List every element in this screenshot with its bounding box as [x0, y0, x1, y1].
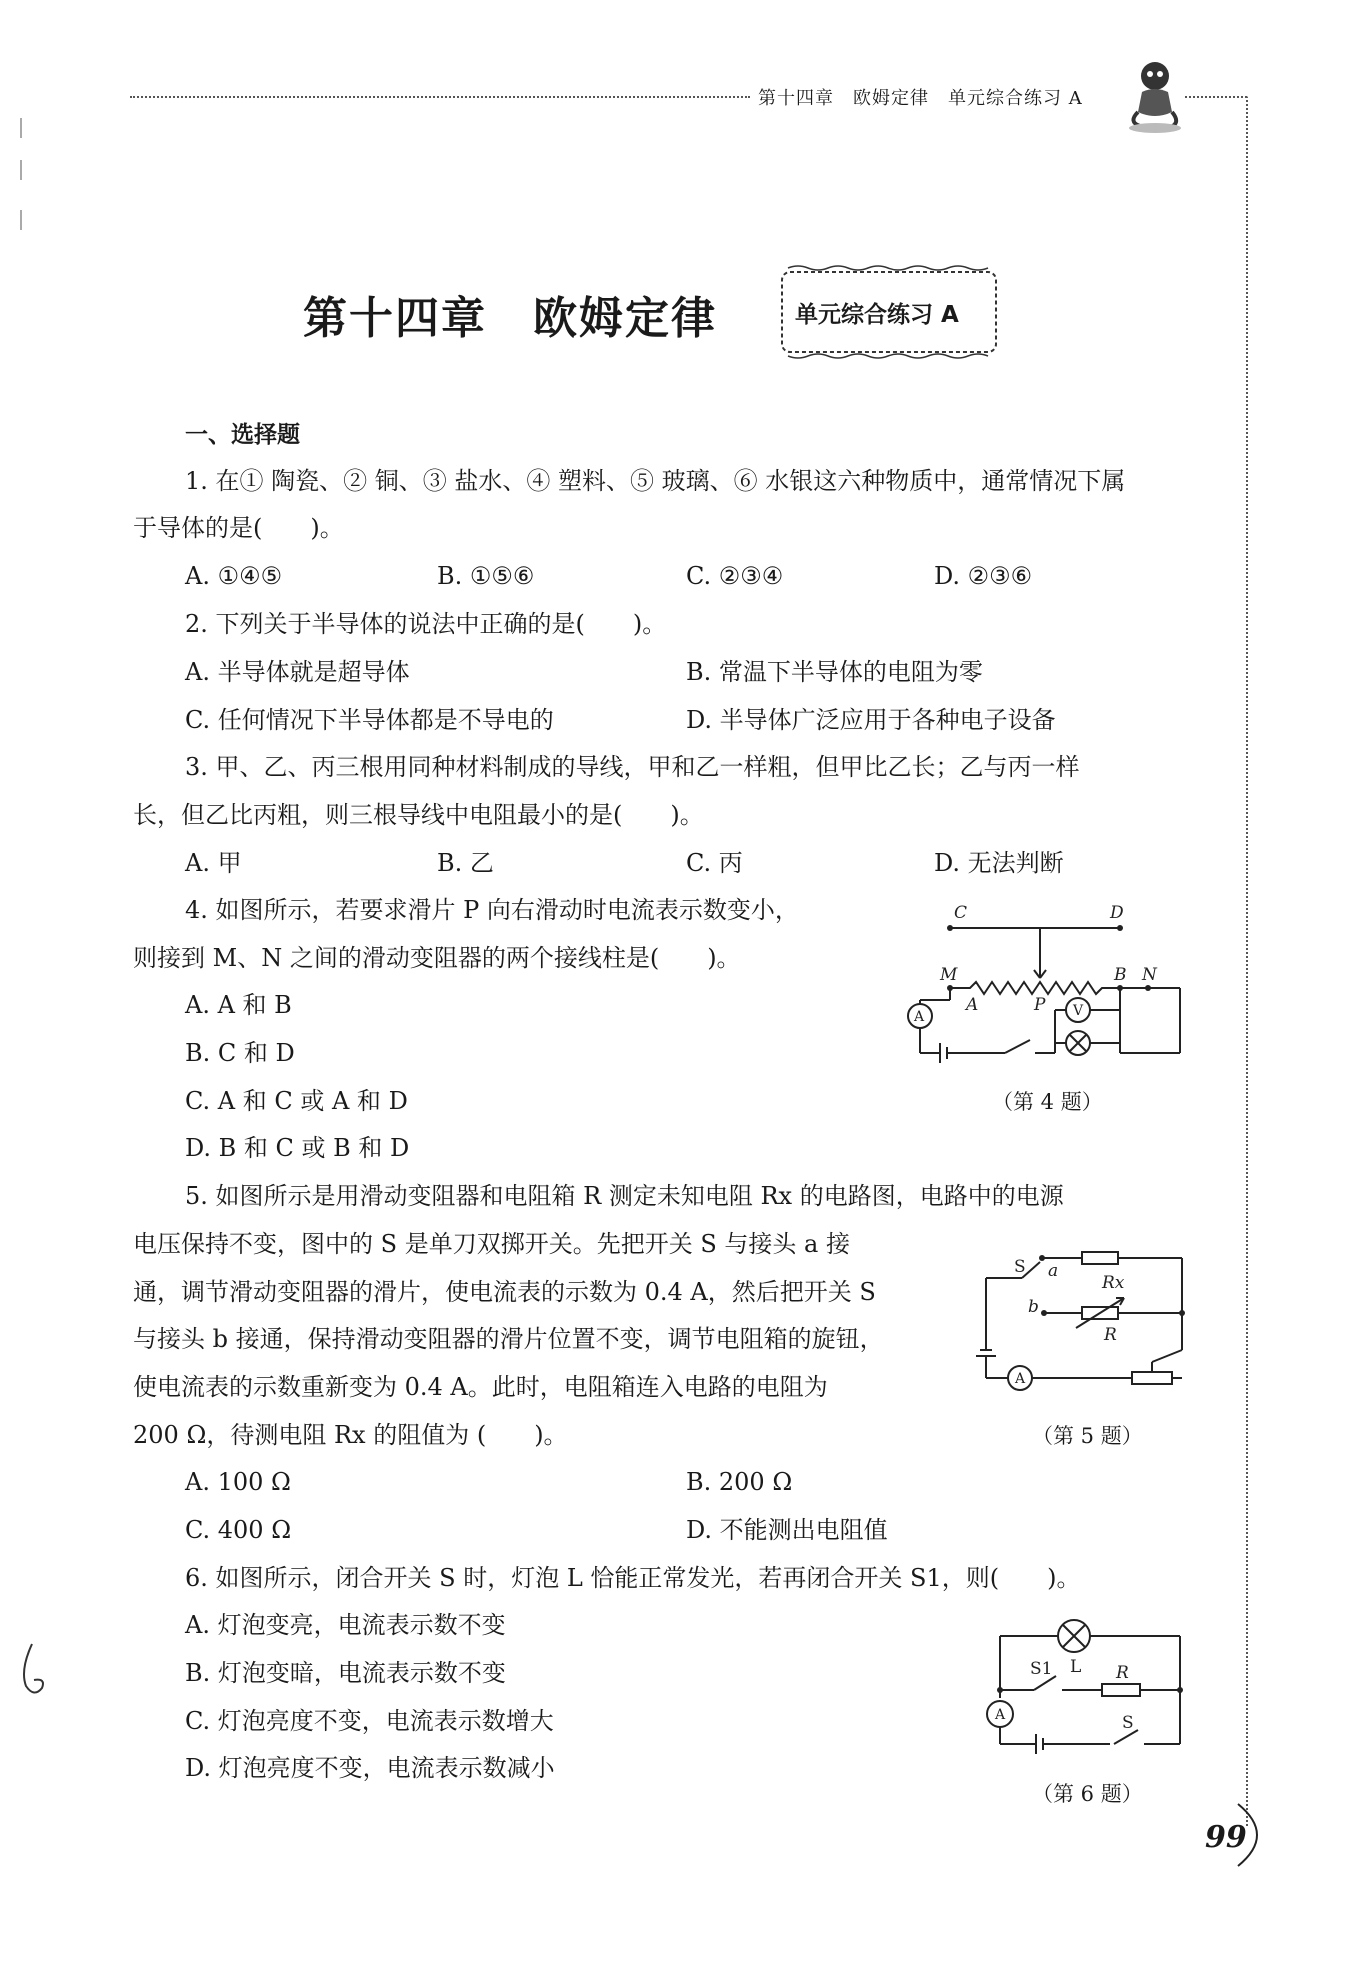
fig6-label-l: L	[1070, 1657, 1082, 1677]
figure-6-circuit	[976, 1616, 1196, 1766]
q5-option-c: C. 400 Ω	[185, 1516, 292, 1544]
q1-option-b: B. ①⑤⑥	[437, 562, 535, 590]
q2-option-b: B. 常温下半导体的电阻为零	[686, 658, 983, 686]
fig5-ammeter-label: A	[1015, 1371, 1026, 1387]
q2-option-a: A. 半导体就是超导体	[185, 658, 410, 686]
q3-option-b: B. 乙	[437, 849, 494, 877]
q3-stem-line2: 长，但乙比丙粗，则三根导线中电阻最小的是( )。	[133, 801, 704, 829]
fig5-label-rx: Rx	[1102, 1273, 1125, 1293]
q2-option-d: D. 半导体广泛应用于各种电子设备	[686, 706, 1056, 734]
unit-label: 单元综合练习 A	[795, 302, 959, 328]
fig4-label-c: C	[954, 903, 968, 923]
margin-tick	[20, 210, 22, 230]
figure-4-circuit	[890, 898, 1200, 1070]
fig4-label-a: A	[966, 995, 979, 1015]
figure-4-caption: （第 4 题）	[992, 1090, 1103, 1114]
q4-stem-line2: 则接到 M、N 之间的滑动变阻器的两个接线柱是( )。	[133, 944, 741, 972]
q6-option-b: B. 灯泡变暗，电流表示数不变	[185, 1659, 506, 1687]
q6-stem: 6. 如图所示，闭合开关 S 时，灯泡 L 恰能正常发光，若再闭合开关 S1，则( )。	[185, 1564, 1081, 1592]
q5-option-d: D. 不能测出电阻值	[686, 1516, 888, 1544]
q5-stem-line1: 5. 如图所示是用滑动变阻器和电阻箱 R 测定未知电阻 Rx 的电路图，电路中的电源	[185, 1182, 1064, 1210]
fig6-label-r: R	[1116, 1663, 1129, 1683]
q1-option-d: D. ②③⑥	[934, 562, 1033, 590]
margin-tick	[20, 118, 22, 138]
q5-option-b: B. 200 Ω	[686, 1468, 793, 1496]
q3-option-c: C. 丙	[686, 849, 743, 877]
fig5-label-r: R	[1104, 1325, 1117, 1345]
q4-option-a: A. A 和 B	[185, 991, 292, 1019]
pencil-scribble	[12, 1640, 52, 1700]
q6-option-a: A. 灯泡变亮，电流表示数不变	[185, 1611, 506, 1639]
q4-stem-line1: 4. 如图所示，若要求滑片 P 向右滑动时电流表示数变小，	[185, 896, 799, 924]
q1-option-a: A. ①④⑤	[185, 562, 283, 590]
q1-stem-line2: 于导体的是( )。	[133, 514, 344, 542]
figure-6-caption: （第 6 题）	[1032, 1782, 1143, 1806]
fig5-label-b: b	[1028, 1297, 1039, 1317]
fig4-label-m: M	[940, 965, 958, 985]
q5-stem-line5: 使电流表的示数重新变为 0.4 A。此时，电阻箱连入电路的电阻为	[133, 1373, 828, 1401]
mascot-icon	[1120, 54, 1190, 134]
q1-stem-line1: 1. 在① 陶瓷、② 铜、③ 盐水、④ 塑料、⑤ 玻璃、⑥ 水银这六种物质中，通常情况下属	[185, 467, 1126, 495]
fig4-label-p: P	[1034, 995, 1046, 1015]
q4-option-c: C. A 和 C 或 A 和 D	[185, 1087, 408, 1115]
fig4-label-b: B	[1114, 965, 1127, 985]
fig4-voltmeter-label: V	[1073, 1003, 1084, 1019]
header-rule-right	[1185, 96, 1247, 98]
q1-option-c: C. ②③④	[686, 562, 784, 590]
fig6-label-s1: S1	[1030, 1659, 1053, 1679]
fig6-label-s: S	[1122, 1713, 1134, 1733]
fig4-label-n: N	[1142, 965, 1157, 985]
page-number: 99	[1205, 1820, 1247, 1855]
fig6-ammeter-label: A	[995, 1707, 1006, 1723]
q4-option-d: D. B 和 C 或 B 和 D	[185, 1134, 410, 1162]
q2-option-c: C. 任何情况下半导体都是不导电的	[185, 706, 554, 734]
right-border-rule	[1246, 96, 1248, 1826]
figure-5-circuit	[972, 1240, 1194, 1400]
fig4-ammeter-label: A	[914, 1009, 925, 1025]
q5-stem-line3: 通，调节滑动变阻器的滑片，使电流表的示数为 0.4 A，然后把开关 S	[133, 1278, 876, 1306]
q6-option-c: C. 灯泡亮度不变，电流表示数增大	[185, 1707, 554, 1735]
chapter-title: 第十四章 欧姆定律	[303, 293, 717, 344]
q3-stem-line1: 3. 甲、乙、丙三根用同种材料制成的导线，甲和乙一样粗，但甲比乙长；乙与丙一样	[185, 753, 1080, 781]
q5-stem-line4: 与接头 b 接通，保持滑动变阻器的滑片位置不变，调节电阻箱的旋钮，	[133, 1325, 884, 1353]
margin-tick	[20, 160, 22, 180]
q4-option-b: B. C 和 D	[185, 1039, 295, 1067]
q5-stem-line2: 电压保持不变，图中的 S 是单刀双掷开关。先把开关 S 与接头 a 接	[133, 1230, 850, 1258]
q3-option-a: A. 甲	[185, 849, 242, 877]
q5-stem-line6: 200 Ω，待测电阻 Rx 的阻值为 ( )。	[133, 1421, 568, 1449]
running-header: 第十四章 欧姆定律 单元综合练习 A	[758, 88, 1083, 109]
q6-option-d: D. 灯泡亮度不变，电流表示数减小	[185, 1754, 555, 1782]
figure-5-caption: （第 5 题）	[1032, 1424, 1143, 1448]
fig5-label-s: S	[1014, 1257, 1026, 1277]
q2-stem: 2. 下列关于半导体的说法中正确的是( )。	[185, 610, 667, 638]
q3-option-d: D. 无法判断	[934, 849, 1064, 877]
fig4-label-d: D	[1110, 903, 1124, 923]
section-heading: 一、选择题	[185, 422, 300, 448]
fig5-label-a: a	[1048, 1261, 1059, 1281]
q5-option-a: A. 100 Ω	[185, 1468, 291, 1496]
header-rule	[130, 96, 750, 98]
